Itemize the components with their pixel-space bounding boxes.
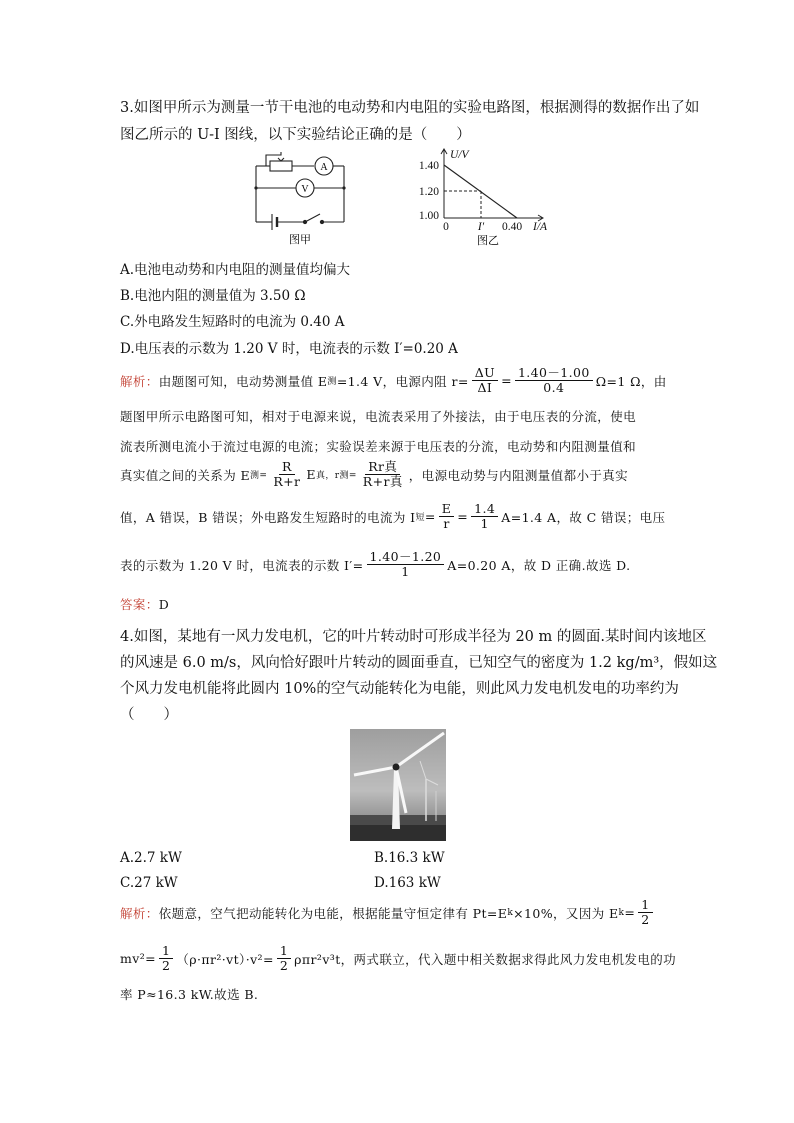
numerator: R: [279, 460, 295, 475]
numerator: 1.40－1.00: [515, 366, 593, 381]
fig-jia-caption: 图甲: [289, 233, 311, 246]
q3-stem-line1: 3.如图甲所示为测量一节干电池的电动势和内电阻的实验电路图，根据测得的数据作出了如: [120, 100, 700, 116]
text-run: （ρ·πr²·vt）·v²=: [176, 951, 274, 967]
numerator: 1: [638, 898, 652, 913]
numerator: 1: [159, 944, 173, 959]
q3-option-a: A.电池电动势和内电阻的测量值均偏大: [120, 262, 351, 278]
fraction: [472, 366, 498, 396]
text-run: =: [624, 905, 636, 921]
q4-stem-line1: 4.如图，某地有一风力发电机，它的叶片转动时可形成半径为 20 m 的圆面.某时间内该地区: [120, 629, 707, 645]
denominator: 0.4: [543, 380, 565, 396]
fraction: [638, 898, 652, 928]
q4-option-b: B.16.3 kW: [374, 850, 445, 866]
text-run: 值，A 错误，B 错误；外电路发生短路时的电流为 I: [120, 509, 416, 525]
analysis-label: 解析：: [120, 373, 159, 389]
q3-analysis-line5: [120, 502, 665, 532]
fraction: [270, 460, 303, 490]
subscript: 真，r: [315, 471, 340, 482]
denominator: ΔI: [477, 380, 493, 396]
x-tick-0: 0: [443, 221, 449, 233]
text-run: 表的示数为 1.20 V 时，电流表的示数 I′=: [120, 557, 364, 573]
subscript: k: [618, 907, 625, 918]
answer-value: D: [158, 597, 170, 612]
fraction: [367, 550, 445, 580]
q3-stem-line2: 图乙所示的 U-I 图线，以下实验结论正确的是（ ）: [120, 127, 471, 143]
numerator: 1.4: [471, 502, 498, 517]
subscript: 测: [327, 377, 337, 388]
text-run: ，电源电动势与内阻测量值都小于真实: [408, 467, 629, 483]
q3-option-d: D.电压表的示数为 1.20 V 时，电流表的示数 I′=0.20 A: [120, 341, 458, 357]
text-run: ×10%，又因为 E: [513, 905, 619, 921]
circuit-diagram-jia: [248, 150, 352, 246]
denominator: R+r真: [362, 474, 403, 490]
fraction: [471, 502, 498, 532]
text-run: A=0.20 A，故 D 正确.故选 D.: [447, 557, 631, 573]
q3-analysis-line4: [120, 460, 628, 490]
y-tick-1-00: 1.00: [418, 210, 439, 222]
denominator: r: [443, 516, 450, 532]
analysis-label: 解析：: [120, 905, 159, 921]
numerator: 1.40－1.20: [367, 550, 445, 565]
q4-option-c: C.27 kW: [120, 875, 178, 891]
text-run: ρπr²v³t，两式联立，代入题中相关数据求得此风力发电机发电的功: [294, 951, 677, 967]
q4-option-d: D.163 kW: [374, 875, 441, 891]
x-tick-i-prime: I′: [477, 221, 485, 233]
text-run: 真实值之间的关系为 E: [120, 467, 250, 483]
q4-stem-line4: （ ）: [120, 707, 178, 723]
y-tick-1-40: 1.40: [418, 160, 439, 172]
q4-option-a: A.2.7 kW: [120, 850, 182, 866]
fraction: [277, 944, 291, 974]
q4-analysis-line2: [120, 944, 676, 974]
q4-analysis-line3: 率 P≈16.3 kW.故选 B.: [120, 987, 259, 1002]
denominator: 2: [162, 958, 171, 974]
text-run: =: [457, 509, 469, 525]
ammeter-label: A: [320, 162, 328, 173]
y-axis-label: U/V: [450, 149, 469, 161]
text-run: A=1.4 A，故 C 错误；电压: [501, 509, 666, 525]
text-run: =: [424, 509, 436, 525]
x-axis-label: I/A: [533, 221, 548, 233]
q3-answer: [120, 595, 169, 613]
q3-analysis-line3: 流表所测电流小于流过电源的电流；实验误差来源于电压表的分流，电动势和内阻测量值和: [120, 439, 637, 454]
fig-yi-caption: 图乙: [477, 234, 499, 247]
text-run: 由题图可知，电动势测量值 E: [158, 373, 328, 389]
q3-analysis-line6: [120, 550, 630, 580]
denominator: R+r: [273, 474, 301, 490]
fraction: [360, 460, 406, 490]
subscript: k: [507, 907, 514, 918]
x-tick-0-40: 0.40: [501, 221, 523, 233]
q3-option-c: C.外电路发生短路时的电流为 0.40 A: [120, 314, 345, 330]
text-run: =: [501, 373, 512, 389]
q3-analysis-line1: [120, 366, 667, 396]
denominator: 1: [480, 516, 489, 532]
numerator: ΔU: [472, 366, 498, 381]
q3-option-b: B.电池内阻的测量值为 3.50 Ω: [120, 288, 306, 304]
numerator: Rr真: [365, 460, 400, 475]
answer-label: 答案：: [120, 597, 159, 612]
y-tick-1-20: 1.20: [418, 186, 439, 198]
fraction: [439, 502, 455, 532]
q4-stem-line3: 个风力发电机能将此圆内 10%的空气动能转化为电能，则此风力发电机发电的功率约为: [120, 681, 679, 697]
denominator: 2: [641, 912, 650, 928]
text-run: 依题意，空气把动能转化为电能，根据能量守恒定律有 Pt=E: [158, 905, 508, 921]
numerator: E: [439, 502, 455, 517]
denominator: 2: [279, 958, 289, 974]
denominator: 1: [401, 564, 410, 580]
text-run: E: [306, 467, 316, 483]
q4-analysis-line1: [120, 898, 656, 928]
subscript: 测=: [339, 471, 357, 482]
text-run: =1.4 V，电源内阻 r=: [336, 373, 469, 389]
subscript: 短: [415, 513, 425, 524]
ui-graph-yi: [408, 146, 558, 248]
q3-analysis-line2: 题图甲所示电路图可知，相对于电源来说，电流表采用了外接法，由于电压表的分流，使电: [120, 409, 637, 424]
numerator: 1: [277, 944, 291, 959]
q4-stem-line2: 的风速是 6.0 m/s，风向恰好跟叶片转动的圆面垂直，已知空气的密度为 1.2 kg/m³，假如这: [120, 655, 718, 671]
subscript: 测=: [250, 471, 268, 482]
voltmeter-label: V: [301, 184, 309, 195]
text-run: mv²=: [120, 951, 156, 967]
fraction: [515, 366, 593, 396]
wind-turbine-photo: [350, 729, 446, 841]
fraction: [159, 944, 173, 974]
text-run: Ω=1 Ω，由: [595, 373, 667, 389]
